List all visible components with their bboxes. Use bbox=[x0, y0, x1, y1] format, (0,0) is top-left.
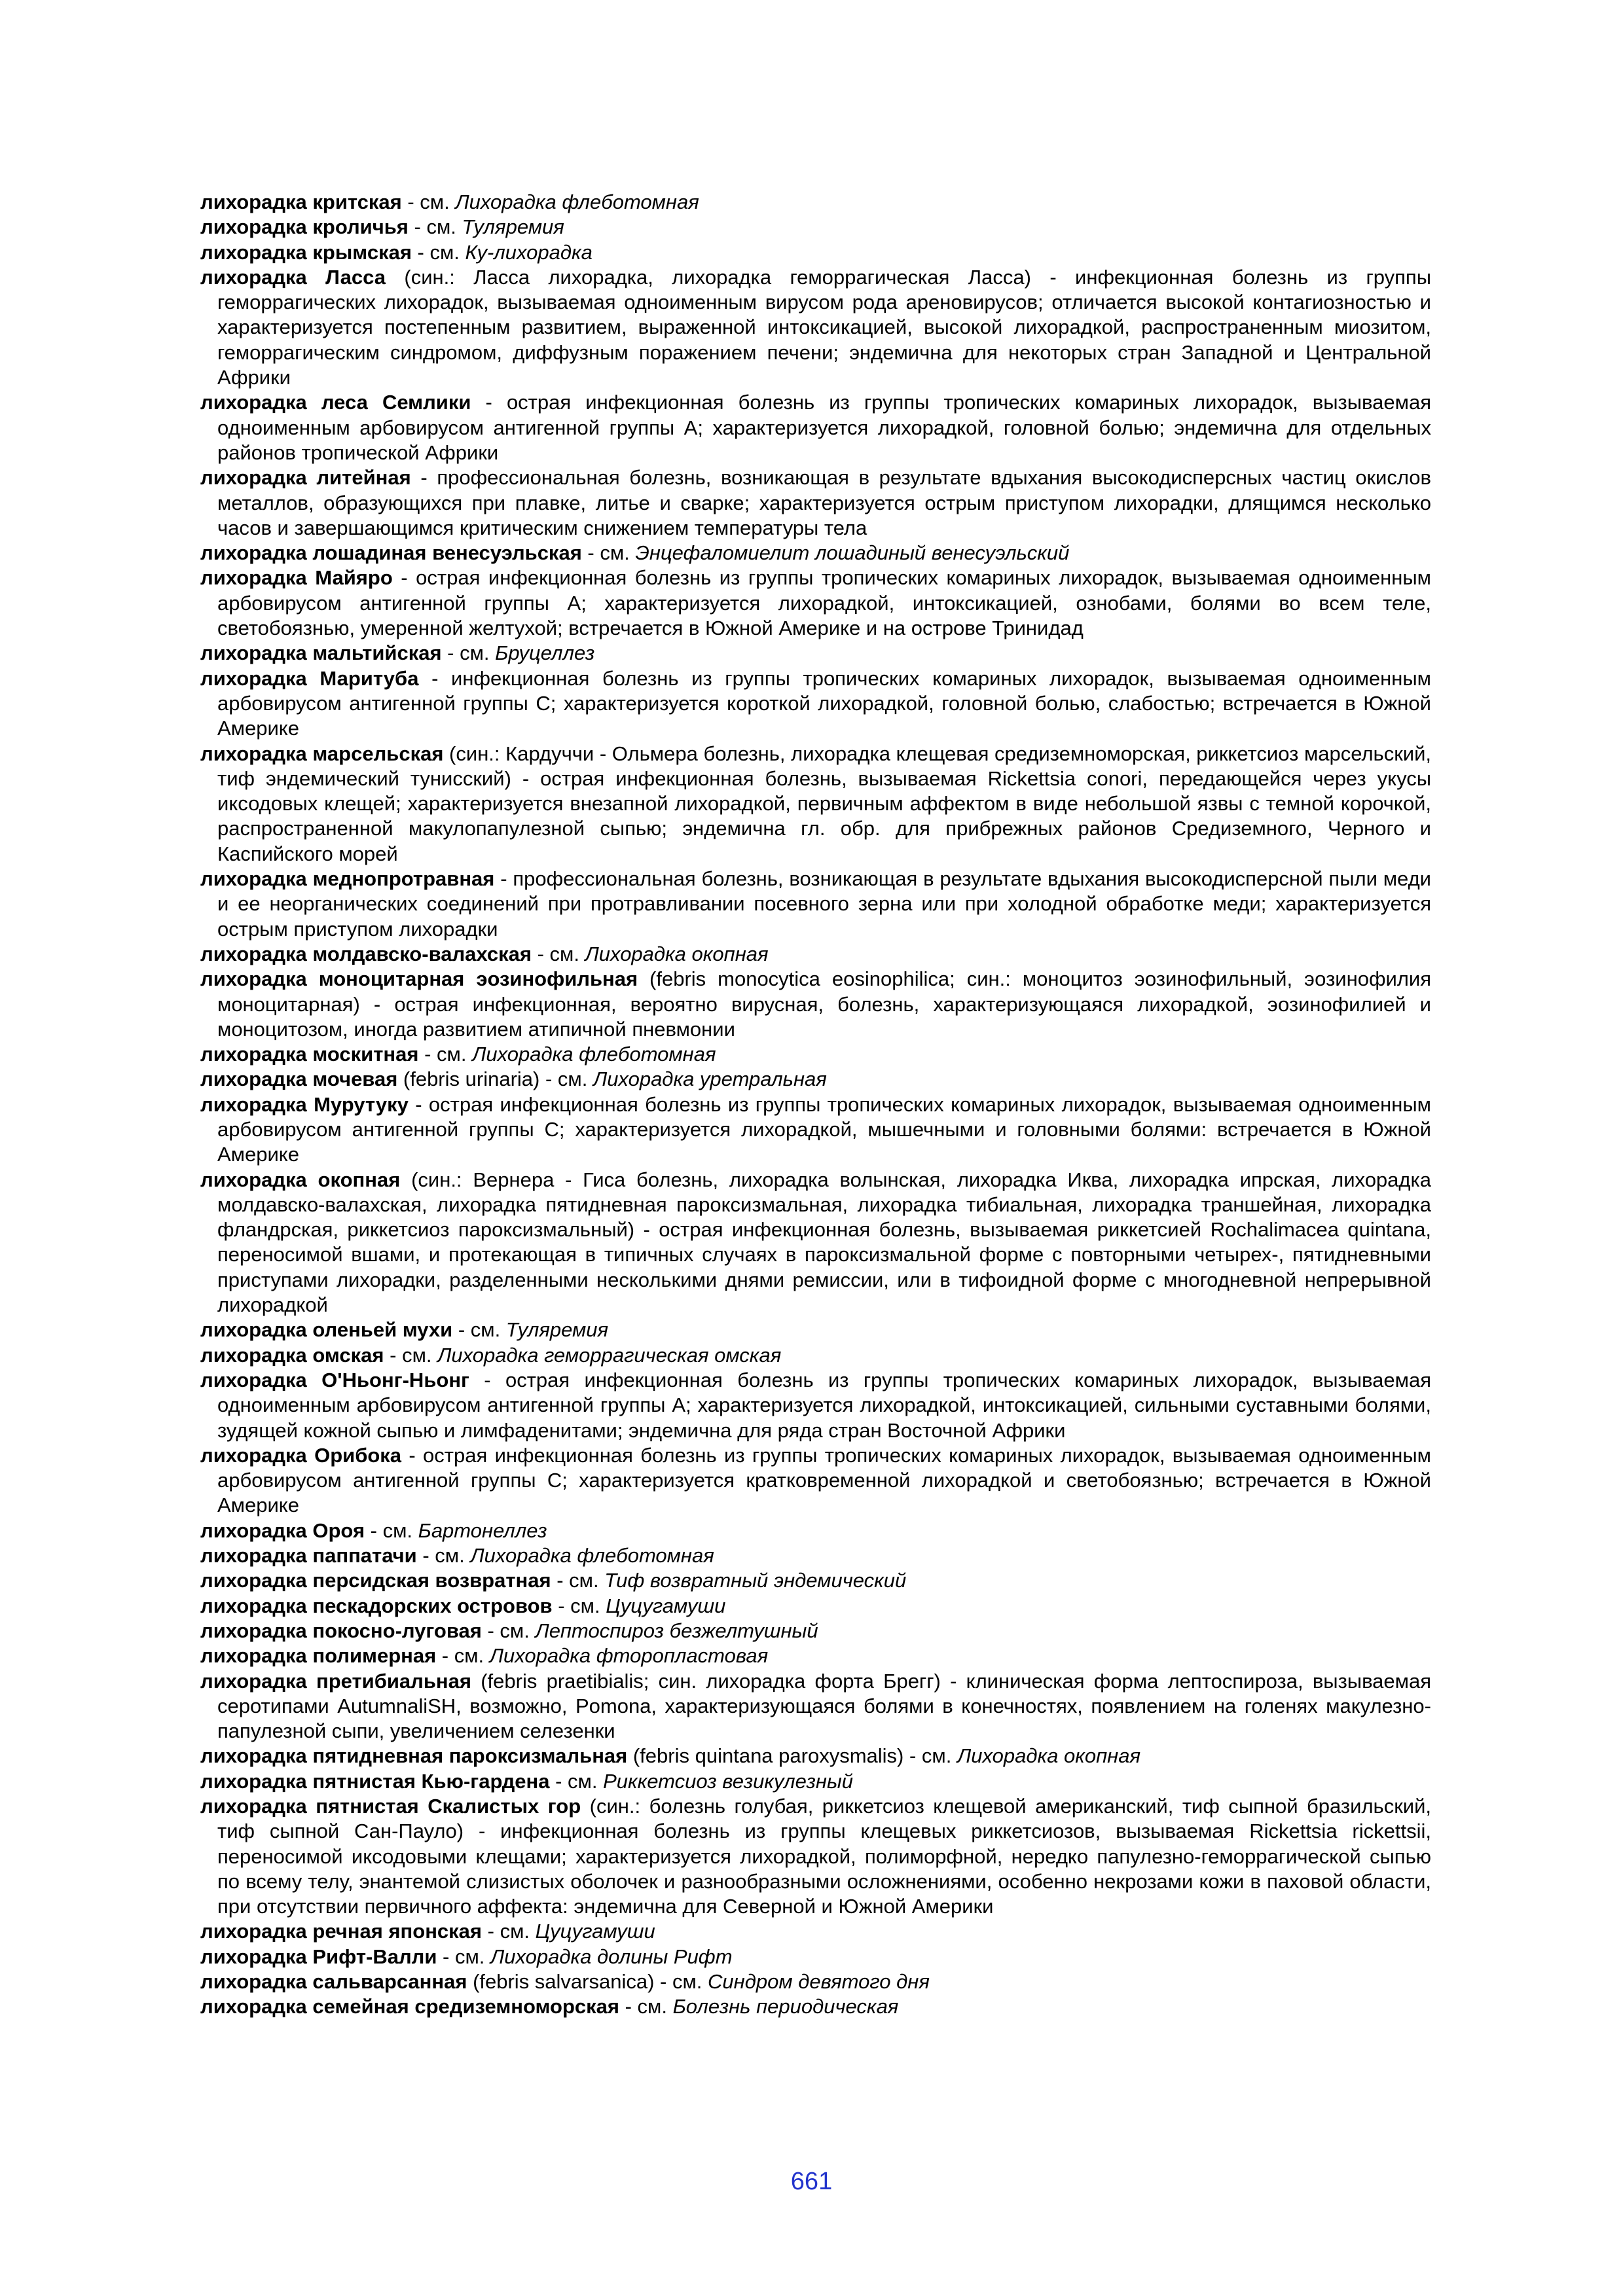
dictionary-entry bbox=[200, 1969, 1431, 1994]
entry-definition: (febris praetibialis; син. лихорадка форта Брегг) - клиническая форма лептоспироза, вызываемая серотипами AutumnaliSH, возможно, Pomona, характеризующаяся болями в конечностях, появлением на голенях макулезно-папулезной сыпи, увеличением селезенки bbox=[217, 1669, 1432, 1743]
entry-cross-reference: Лихорадка уретральная bbox=[593, 1067, 827, 1091]
entry-term: лихорадка Майяро bbox=[200, 566, 393, 590]
entry-term: лихорадка Маритуба bbox=[200, 666, 419, 690]
entry-cross-reference: Лихорадка окопная bbox=[957, 1744, 1140, 1768]
entry-cross-reference: Туляремия bbox=[505, 1318, 609, 1342]
entry-term: лихорадка критская bbox=[200, 190, 402, 213]
entry-definition: (син.: болезнь голубая, риккетсиоз клещевой американский, тиф сыпной бразильский, тиф сыпной Сан-Паулo) - инфекционная болезнь из группы клещевых риккетсиозов, вызываемая Rickettsia rickettsii, переносимой иксодовыми клещами; характеризуется лихорадкой, полиморфной, нередко папулезно-геморрагической сыпью по всему телу, энантемой слизистых оболочек и разнообразными осложнениями, особенно некрозами кожи в паховой области, при отсутствии первичного аффекта: эндемична для Северной и Южной Америки bbox=[217, 1795, 1431, 1918]
entry-term: лихорадка покосно-луговая bbox=[200, 1619, 482, 1642]
entry-cross-reference: Бартонеллез bbox=[418, 1518, 547, 1542]
dictionary-entry bbox=[200, 1643, 1431, 1668]
entry-term: лихорадка Рифт-Валли bbox=[200, 1945, 437, 1968]
entry-definition: - см. bbox=[408, 215, 462, 239]
entry-definition: (febris salvarsanica) - см. bbox=[467, 1970, 708, 1994]
entry-cross-reference: Тиф возвратный эндемический bbox=[604, 1569, 907, 1592]
entry-definition: - острая инфекционная болезнь из группы тропических комариных лихорадок, вызываемая одноименным арбовирусом антигенной группы А; характеризуется лихорадкой, интоксикацией, ознобами, болями во всем теле, светобоязнью, умеренной желтухой; встречается в Южной Америке и на острове Тринидад bbox=[217, 566, 1431, 640]
entry-definition: - инфекционная болезнь из группы тропических комариных лихорадок, вызываемая одноименным арбовирусом антигенной группы С; характеризуется короткой лихорадкой, головной болью, слабостью; встречается в Южной Америке bbox=[217, 666, 1431, 740]
entry-cross-reference: Лихорадка флеботомная bbox=[455, 190, 699, 213]
entry-cross-reference: Лептоспироз безжелтушный bbox=[535, 1619, 818, 1642]
dictionary-entry bbox=[200, 215, 1431, 240]
entry-definition: (febris urinaria) - см. bbox=[397, 1067, 593, 1091]
entry-term: лихорадка пескадорских островов bbox=[200, 1594, 553, 1617]
entry-definition: - см. bbox=[437, 1945, 490, 1968]
dictionary-entry bbox=[200, 1343, 1431, 1368]
page-number: 661 bbox=[790, 2168, 833, 2195]
entry-term: лихорадка семейная средиземноморская bbox=[200, 1995, 619, 2018]
entry-term: лихорадка Ласса bbox=[200, 265, 386, 289]
dictionary-entry bbox=[200, 742, 1431, 867]
entry-definition: - профессиональная болезнь, возникающая в результате вдыхания высокодисперсной пыли меди и ее неорганических соединений при протравливании посевного зерна или при холодной обработке меди; характеризуется острым приступом лихорадки bbox=[217, 867, 1431, 941]
entry-term: лихорадка Орибока bbox=[200, 1443, 402, 1467]
entry-definition: - острая инфекционная болезнь из группы тропических комариных лихорадок, вызываемая одноименным арбовирусом антигенной группы А; характеризуется лихорадкой, интоксикацией, сильными суставными болями, зудящей кожной сыпью и лимфаденитами; эндемична для ряда стран Восточной Африки bbox=[217, 1368, 1431, 1442]
dictionary-entry bbox=[200, 1769, 1431, 1794]
entry-definition: - см. bbox=[365, 1518, 418, 1542]
entry-term: лихорадка моноцитарная эозинофильная bbox=[200, 967, 638, 991]
entry-term: лихорадка кроличья bbox=[200, 215, 409, 239]
entry-definition: - см. bbox=[452, 1318, 506, 1342]
entry-cross-reference: Лихорадка фторопластовая bbox=[489, 1644, 769, 1668]
entry-term: лихорадка оленьей мухи bbox=[200, 1318, 453, 1342]
entry-definition: - см. bbox=[549, 1769, 604, 1793]
entry-definition: - см. bbox=[619, 1995, 673, 2018]
dictionary-entry bbox=[200, 1794, 1431, 1919]
entry-term: лихорадка леса Семлики bbox=[200, 391, 471, 414]
dictionary-entry bbox=[200, 1318, 1431, 1342]
dictionary-entry bbox=[200, 1744, 1431, 1768]
entry-term: лихорадка омская bbox=[200, 1343, 384, 1367]
entry-definition: - см. bbox=[531, 942, 585, 965]
entry-cross-reference: Ку-лихорадка bbox=[465, 240, 593, 264]
entry-definition: - см. bbox=[416, 1544, 471, 1568]
entry-term: лихорадка пятнистая Скалистых гор bbox=[200, 1795, 581, 1818]
entry-definition: (febris monocytica eosinophilica; син.: моноцитоз эозинофильный, эозинофилия моноцитарная) - острая инфекционная, вероятно вирусная, болезнь, характеризующаяся лихорадкой, эозинофилией и моноцитозом, иногда развитием атипичной пневмонии bbox=[217, 967, 1431, 1041]
entry-term: лихорадка литейная bbox=[200, 466, 411, 490]
entry-term: лихорадка марсельская bbox=[200, 742, 444, 765]
entry-cross-reference: Лихорадка флеботомная bbox=[472, 1043, 716, 1066]
entry-definition: - профессиональная болезнь, возникающая в результате вдыхания высокодисперсных частиц окислов металлов, образующихся при плавке, литье и сварке; характеризуется острым приступом лихорадки, длящимся несколько часов и завершающимся критическим снижением температуры тела bbox=[217, 466, 1431, 539]
entry-cross-reference: Болезнь периодическая bbox=[672, 1995, 899, 2018]
entry-term: лихорадка сальварсанная bbox=[200, 1970, 467, 1994]
dictionary-entry bbox=[200, 1042, 1431, 1067]
dictionary-entry bbox=[200, 641, 1431, 666]
dictionary-entry bbox=[200, 465, 1431, 541]
dictionary-entry bbox=[200, 1543, 1431, 1568]
dictionary-entry bbox=[200, 1518, 1431, 1543]
entry-cross-reference: Цуцугамуши bbox=[606, 1594, 726, 1617]
entry-term: лихорадка мальтийская bbox=[200, 641, 442, 665]
entry-definition: - см. bbox=[384, 1343, 438, 1367]
entry-cross-reference: Лихорадка геморрагическая омская bbox=[437, 1343, 782, 1367]
entry-cross-reference: Энцефаломиелит лошадиный венесуэльский bbox=[635, 541, 1070, 565]
entry-cross-reference: Риккетсиоз везикулезный bbox=[603, 1769, 854, 1793]
entry-term: лихорадка москитная bbox=[200, 1043, 419, 1066]
entry-cross-reference: Туляремия bbox=[462, 215, 564, 239]
dictionary-entry bbox=[200, 1945, 1431, 1969]
entry-term: лихорадка О'Ньонг-Ньонг bbox=[200, 1368, 469, 1391]
entry-term: лихорадка полимерная bbox=[200, 1644, 437, 1668]
dictionary-entry bbox=[200, 942, 1431, 967]
dictionary-entry bbox=[200, 1669, 1431, 1744]
entry-term: лихорадка паппатачи bbox=[200, 1544, 417, 1568]
dictionary-entry bbox=[200, 541, 1431, 565]
entry-definition: - см. bbox=[481, 1619, 536, 1642]
dictionary-entry bbox=[200, 867, 1431, 942]
entry-term: лихорадка пятидневная пароксизмальная bbox=[200, 1744, 628, 1768]
entry-term: лихорадка окопная bbox=[200, 1168, 401, 1191]
dictionary-entry bbox=[200, 1368, 1431, 1443]
entry-definition: - см. bbox=[411, 240, 465, 264]
entry-term: лихорадка пятнистая Кью-гардена bbox=[200, 1769, 550, 1793]
entry-definition: - см. bbox=[401, 190, 456, 213]
entry-definition: - см. bbox=[482, 1920, 536, 1943]
entry-term: лихорадка персидская возвратная bbox=[200, 1569, 551, 1592]
dictionary-entry bbox=[200, 1919, 1431, 1944]
dictionary-entry bbox=[200, 190, 1431, 215]
entry-term: лихорадка претибиальная bbox=[200, 1669, 471, 1693]
entry-term: лихорадка Ороя bbox=[200, 1518, 365, 1542]
dictionary-entry bbox=[200, 1092, 1431, 1168]
entry-definition: (син.: Ласса лихорадка, лихорадка геморрагическая Ласса) - инфекционная болезнь из группы геморрагических лихорадок, вызываемая одноименным вирусом рода ареновирусов; отличается высокой контагиозностью и характеризуется постепенным развитием, выраженной интоксикацией, высокой лихорадкой, распространенным миозитом, геморрагическим синдромом, диффузным поражением печени; эндемична для некоторых стран Западной и Центральной Африки bbox=[217, 265, 1432, 389]
entry-definition: (febris quintana paroxysmalis) - см. bbox=[627, 1744, 957, 1768]
dictionary-entry bbox=[200, 240, 1431, 265]
dictionary-entry bbox=[200, 1067, 1431, 1092]
dictionary-entry bbox=[200, 565, 1431, 641]
dictionary-entry bbox=[200, 265, 1431, 390]
entry-definition: - см. bbox=[552, 1594, 606, 1617]
entry-definition: - см. bbox=[441, 641, 496, 665]
entry-definition: - см. bbox=[581, 541, 636, 565]
entry-definition: - острая инфекционная болезнь из группы тропических комариных лихорадок, вызываемая одноименным арбовирусом антигенной группы С; характеризуется кратковременной лихорадкой и светобоязнью; встречается в Южной Америке bbox=[217, 1443, 1431, 1517]
entry-definition: - острая инфекционная болезнь из группы тропических комариных лихорадок, вызываемая одноименным арбовирусом антигенной группы А; характеризуется лихорадкой, головной болью; эндемична для отдельных районов тропической Африки bbox=[217, 391, 1431, 464]
entry-definition: - см. bbox=[436, 1644, 490, 1668]
entry-definition: (син.: Вернера - Гиса болезнь, лихорадка волынская, лихорадка Иква, лихорадка ипрская, лихорадка молдавско-валахская, лихорадка пятидневная пароксизмальная, лихорадка тибиальная, лихорадка траншейная, лихорадка фландрская, риккетсиоз пароксизмальный) - острая инфекционная болезнь, вызываемая риккетсией Rochalimacea quintana, переносимой вшами, и протекающая в типичных случаях в пароксизмальной форме с повторными четырех-, пятидневными приступами лихорадки, разделенными несколькими днями ремиссии, или в тифоидной форме с многодневной непрерывной лихорадкой bbox=[217, 1168, 1431, 1317]
dictionary-entry bbox=[200, 1994, 1431, 2019]
entry-term: лихорадка крымская bbox=[200, 240, 412, 264]
entry-term: лихорадка речная японская bbox=[200, 1920, 483, 1943]
entry-cross-reference: Лихорадка флеботомная bbox=[470, 1544, 714, 1568]
dictionary-entry bbox=[200, 1568, 1431, 1593]
dictionary-entry bbox=[200, 1594, 1431, 1619]
dictionary-page bbox=[200, 190, 1431, 2020]
entry-term: лихорадка лошадиная венесуэльская bbox=[200, 541, 582, 565]
entry-definition: - см. bbox=[418, 1043, 473, 1066]
entry-definition: - острая инфекционная болезнь из группы тропических комариных лихорадок, вызываемая одноименным арбовирусом антигенной группы С; характеризуется лихорадкой, мышечными и головными болями: встречается в Южной Америке bbox=[217, 1092, 1431, 1166]
entry-cross-reference: Бруцеллез bbox=[495, 641, 595, 665]
dictionary-entry bbox=[200, 390, 1431, 465]
dictionary-entry bbox=[200, 666, 1431, 742]
entry-cross-reference: Цуцугамуши bbox=[535, 1920, 655, 1943]
entry-term: лихорадка молдавско-валахская bbox=[200, 942, 532, 965]
dictionary-entry bbox=[200, 1619, 1431, 1643]
dictionary-entry bbox=[200, 967, 1431, 1042]
entry-term: лихорадка мочевая bbox=[200, 1067, 398, 1091]
entry-term: лихорадка меднопротравная bbox=[200, 867, 495, 891]
entry-cross-reference: Лихорадка окопная bbox=[585, 942, 769, 965]
dictionary-entry bbox=[200, 1168, 1431, 1318]
dictionary-entry bbox=[200, 1443, 1431, 1518]
entry-cross-reference: Лихорадка долины Рифт bbox=[490, 1945, 733, 1968]
entry-definition: - см. bbox=[551, 1569, 605, 1592]
entry-term: лихорадка Мурутуку bbox=[200, 1092, 409, 1116]
entry-cross-reference: Синдром девятого дня bbox=[708, 1970, 930, 1994]
entry-definition: (син.: Кардуччи - Ольмера болезнь, лихорадка клещевая средиземноморская, риккетсиоз марсельский, тиф эндемический тунисский) - острая инфекционная болезнь, вызываемая Rickettsia conori, передающейся через укусы иксодовых клещей; характеризуется внезапной лихорадкой, первичным аффектом в виде небольшой язвы с темной корочкой, распространенной макулопапулезной сыпью; эндемична гл. обр. для прибрежных районов Средиземного, Черного и Каспийского морей bbox=[217, 742, 1431, 865]
